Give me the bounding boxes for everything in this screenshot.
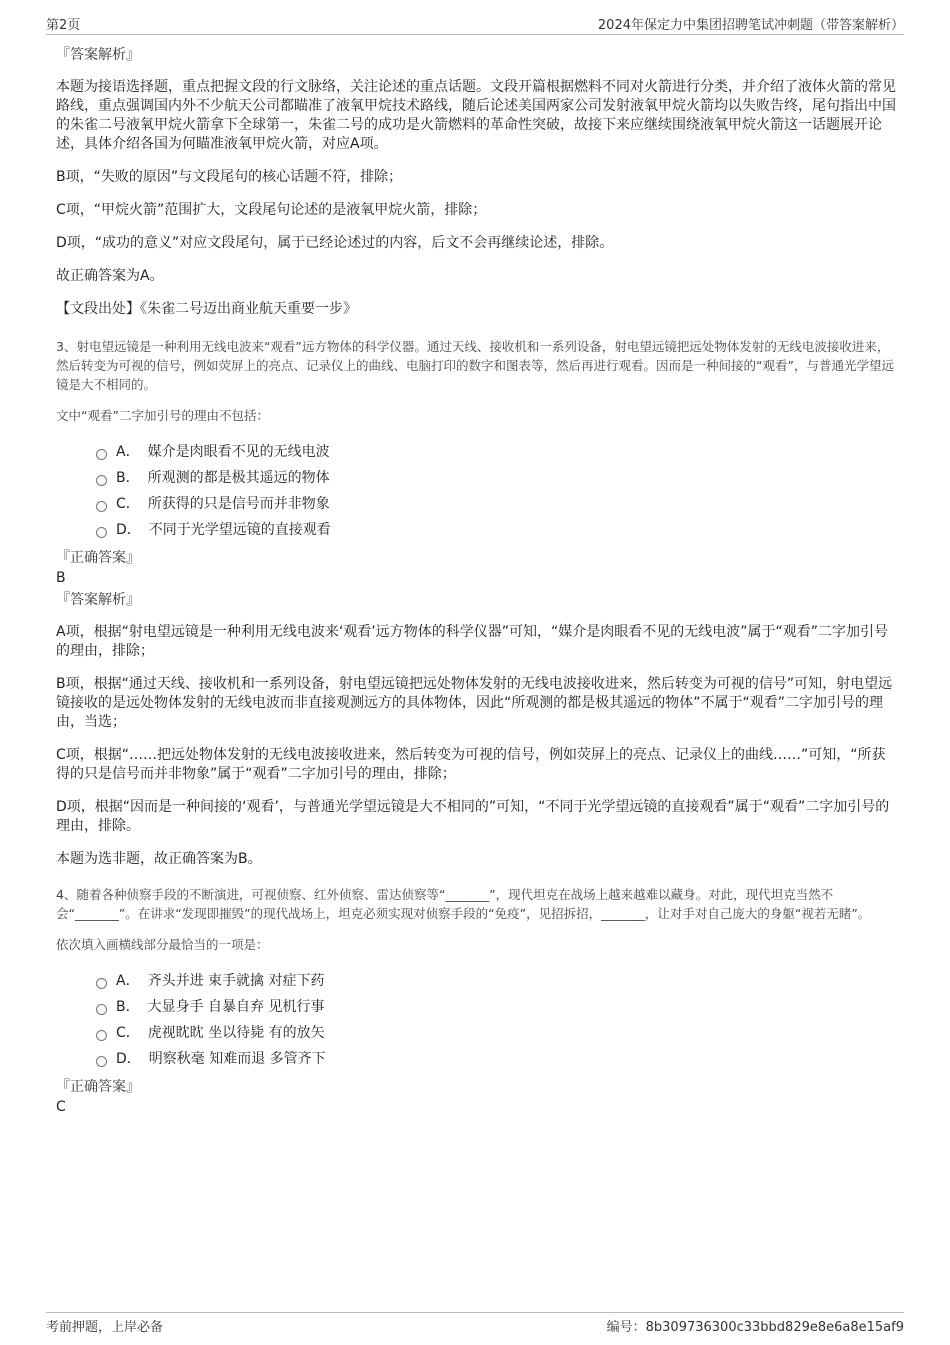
option-letter: C．: [116, 496, 140, 512]
q2-analysis-text: 本题为接语选择题，重点把握文段的行文脉络，关注论述的重点话题。文段开篇根据燃料不同对火箭进行分类，并介绍了液体火箭的常见路线，重点强调国内外不少航天公司都瞄准了液氧甲烷技术路线，随后论述美国两家公司发射液氧甲烷火箭均以失败告终，尾句指出中国的朱雀二号液氧甲烷火箭拿下全球第一，朱雀二号的成功是火箭燃料的革命性突破，故接下来应继续围绕液氧甲烷火箭这一话题展开论述，具体介绍各国为何瞄准液氧甲烷火箭，对应A项。: [56, 79, 896, 152]
option-letter: C．: [116, 1025, 140, 1041]
option-letter: B．: [116, 470, 140, 486]
option-text: 所获得的只是信号而并非物象: [147, 496, 330, 512]
q3-conclusion: 本题为选非题，故正确答案为B。: [56, 851, 262, 867]
radio-button[interactable]: [96, 1056, 107, 1067]
q3-answer-label: 『正确答案』: [56, 550, 140, 566]
q4-option-d[interactable]: [96, 1046, 896, 1072]
page-content: [56, 44, 896, 1116]
option-text: 大显身手 自暴自弃 见机行事: [147, 999, 325, 1015]
q4-option-a[interactable]: [96, 968, 896, 994]
radio-button[interactable]: [96, 501, 107, 512]
option-text: 明察秋毫 知难而退 多管齐下: [148, 1051, 326, 1067]
radio-button[interactable]: [96, 1004, 107, 1015]
option-letter: A．: [116, 444, 140, 460]
q3-option-c-analysis: C项，根据“……把远处物体发射的无线电波接收进来，然后转变为可视的信号，例如荧屏上的亮点、记录仪上的曲线……”可知，“所获得的只是信号而并非物象”属于“观看”二字加引号的理由，排除；: [56, 747, 886, 782]
q3-option-a[interactable]: [96, 439, 896, 465]
q3-answer: B: [56, 570, 66, 586]
q3-option-a-analysis: A项，根据“射电望远镜是一种利用无线电波来‘观看’远方物体的科学仪器”可知，“媒介是肉眼看不见的无线电波”属于“观看”二字加引号的理由，排除；: [56, 624, 888, 659]
option-text: 虎视眈眈 坐以待毙 有的放矢: [147, 1025, 325, 1041]
q2-option-b-analysis: B项，“失败的原因”与文段尾句的核心话题不符，排除；: [56, 169, 403, 185]
q2-conclusion: 故正确答案为A。: [56, 268, 164, 284]
q2-option-d-analysis: D项，“成功的意义”对应文段尾句，属于已经论述过的内容，后文不会再继续论述，排除。: [56, 235, 614, 251]
q3-options: [56, 439, 896, 543]
option-text: 不同于光学望远镜的直接观看: [148, 522, 331, 538]
q3-option-b-analysis: B项，根据“通过天线、接收机和一系列设备，射电望远镜把远处物体发射的无线电波接收进来，然后转变为可视的信号”可知，射电望远镜接收的是远处物体发射的无线电波而非直接观测远方的具体物体，因此“所观测的都是极其遥远的物体”不属于“观看”二字加引号的理由，当选；: [56, 676, 893, 730]
option-letter: D．: [116, 1051, 141, 1067]
q2-source: 【文段出处】《朱雀二号迈出商业航天重要一步》: [56, 301, 357, 317]
q4-answer-label: 『正确答案』: [56, 1079, 140, 1095]
q2-option-c-analysis: C项，“甲烷火箭”范围扩大，文段尾句论述的是液氧甲烷火箭，排除；: [56, 202, 487, 218]
q4-stem: 4、随着各种侦察手段的不断演进，可视侦察、红外侦察、雷达侦察等“_______”，现代坦克在战场上越来越难以藏身。对此，现代坦克当然不会“_______”。在讲求“发现即摧毁”的现代战场上，坦克必须实现对侦察手段的“免疫”，见招拆招，_______，让对手对自己庞大的身躯“视若无睹”。: [56, 887, 871, 921]
page-number: 第2页: [46, 18, 81, 33]
option-letter: A．: [116, 973, 140, 989]
option-letter: D．: [116, 522, 141, 538]
q3-option-b[interactable]: [96, 465, 896, 491]
radio-button[interactable]: [96, 475, 107, 486]
option-text: 媒介是肉眼看不见的无线电波: [147, 444, 330, 460]
q4-question: 依次填入画横线部分最恰当的一项是：: [56, 937, 269, 952]
footer-slogan: 考前押题，上岸必备: [46, 1320, 164, 1335]
q3-option-d[interactable]: [96, 517, 896, 543]
q4-answer: C: [56, 1099, 66, 1115]
page-footer: [46, 1312, 904, 1335]
q3-option-c[interactable]: [96, 491, 896, 517]
option-text: 所观测的都是极其遥远的物体: [147, 470, 330, 486]
q3-analysis-label: 『答案解析』: [56, 592, 140, 608]
option-text: 齐头并进 束手就擒 对症下药: [147, 973, 325, 989]
page-header: [46, 14, 904, 35]
q2-analysis-label: 『答案解析』: [56, 47, 140, 63]
q4-options: [56, 968, 896, 1072]
option-letter: B．: [116, 999, 140, 1015]
q3-question: 文中“观看”二字加引号的理由不包括：: [56, 408, 269, 423]
radio-button[interactable]: [96, 527, 107, 538]
q3-stem: 3、射电望远镜是一种利用无线电波来“观看”远方物体的科学仪器。通过天线、接收机和一系列设备，射电望远镜把远处物体发射的无线电波接收进来，然后转变为可视的信号，例如荧屏上的亮点、记录仪上的曲线、电脑打印的数字和图表等，然后再进行观看。因而是一种间接的“观看”，与普通光学望远镜是大不相同的。: [56, 339, 894, 392]
radio-button[interactable]: [96, 1030, 107, 1041]
radio-button[interactable]: [96, 449, 107, 460]
document-id: 编号：8b309736300c33bbd829e8e6a8e15af9: [606, 1320, 904, 1335]
document-title: 2024年保定力中集团招聘笔试冲刺题（带答案解析）: [597, 18, 904, 33]
q4-option-c[interactable]: [96, 1020, 896, 1046]
q3-option-d-analysis: D项，根据“因而是一种间接的‘观看’，与普通光学望远镜是大不相同的”可知，“不同于光学望远镜的直接观看”属于“观看”二字加引号的理由，排除。: [56, 799, 890, 834]
radio-button[interactable]: [96, 978, 107, 989]
q4-option-b[interactable]: [96, 994, 896, 1020]
